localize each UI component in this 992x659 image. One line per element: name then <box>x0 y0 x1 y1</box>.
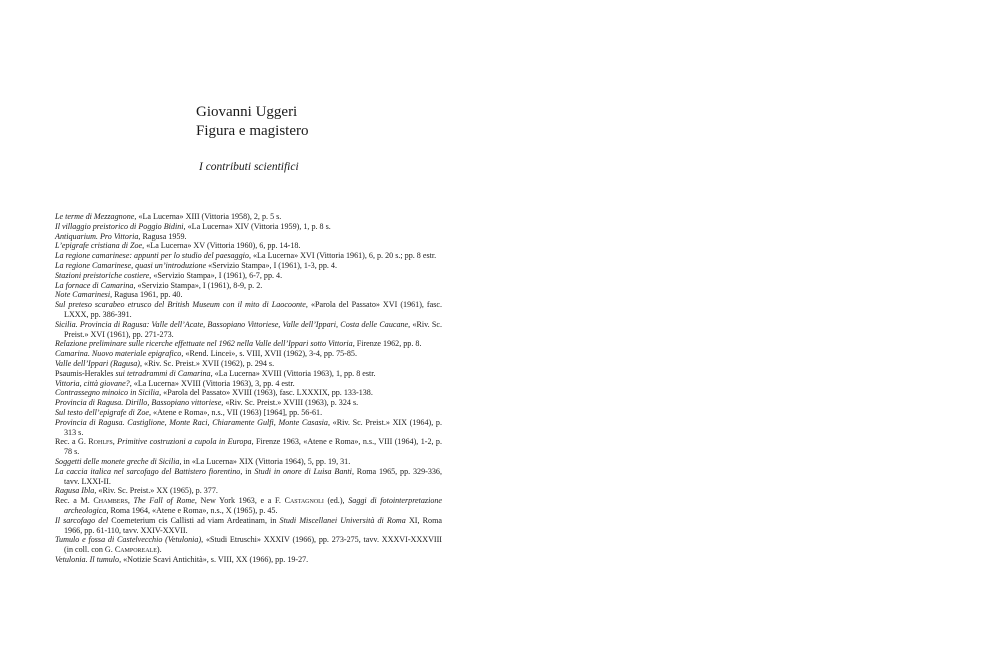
bibliography-entry <box>55 379 442 389</box>
bibliography-entry <box>55 320 442 340</box>
entry-text: , «Riv. Sc. Preist.» XVIII (1963), p. 324 s. <box>221 398 359 408</box>
entry-text: , «La Lucerna» XVIII (Vittoria 1963), 3, pp. 4 estr. <box>129 378 295 388</box>
bibliography-entry <box>55 300 442 320</box>
entry-text: , in <box>240 466 255 476</box>
entry-text: , <box>112 437 118 447</box>
bibliography-entry <box>55 232 442 242</box>
entry-title-text: L’epigrafe cristiana di Zoe <box>55 241 143 251</box>
entry-text: , «Servizio Stampa», I (1961), 6-7, pp. 4. <box>149 270 283 280</box>
entry-title-text: Provincia di Ragusa. Castiglione, Monte Raci, Chiaramente Gulfi, Monte Casasia <box>55 417 328 427</box>
bibliography-entry <box>55 467 442 487</box>
bibliography-entry <box>55 261 442 271</box>
bibliography-entry <box>55 212 442 222</box>
entry-title-text: Provincia di Ragusa. Dirillo, Bassopiano vittoriese <box>55 398 222 408</box>
entry-title-text: La caccia italica nel sarcofago del Battistero fiorentino <box>55 466 241 476</box>
entry-text: , «Rend. Lincei», s. VIII, XVII (1962), 3-4, pp. 75-85. <box>181 349 357 359</box>
entry-title-text: Studi Miscellanei Università di Roma <box>279 515 406 525</box>
bibliography-entry <box>55 251 442 261</box>
entry-text: Chambers <box>93 496 128 506</box>
bibliography-entry <box>55 349 442 359</box>
entry-text: , «Parola del Passato» XVIII (1963), fasc. LXXXIX, pp. 133-138. <box>159 388 373 398</box>
entry-text: Rec. a G. <box>55 437 89 447</box>
entry-text: , New York 1963, e a F. <box>194 496 285 506</box>
entry-text: , «Riv. Sc. Preist.» XVII (1962), p. 294 s. <box>139 358 275 368</box>
bibliography-entry <box>55 222 442 232</box>
entry-text: , «Notizie Scavi Antichità», s. VIII, XX (1966), pp. 19-27. <box>119 554 309 564</box>
bibliography-entry <box>55 418 442 438</box>
book-title: Figura e magistero <box>196 123 309 139</box>
bibliography-entry <box>55 457 442 467</box>
entry-title-text: Camarina. Nuovo materiale epigrafico <box>55 349 182 359</box>
entry-title-text: Sul preteso scarabeo etrusco del British Museum con il mito di Laocoonte <box>55 300 306 310</box>
entry-text: , Ragusa 1959. <box>138 231 187 241</box>
entry-title-text: Saggi di fotointerpretazione archeologica <box>64 496 443 515</box>
entry-title-text: Sicilia. Provincia di Ragusa: Valle dell’Acate, Bassopiano Vittoriese, Valle dell’Ippari, Costa delle Caucane <box>55 319 409 329</box>
bibliography-entry <box>55 398 442 408</box>
entry-title-text: Note Camarinesi <box>55 290 111 300</box>
entry-text: , «Studi Etruschi» XXXIV (1966), pp. 273-275, tavv. XXXVI-XXXVIII (in coll. con G. <box>64 535 443 555</box>
bibliography-entry <box>55 496 442 516</box>
book-header <box>196 103 308 141</box>
entry-text: Psaumis-Herakles <box>55 368 116 378</box>
author-name: Giovanni Uggeri <box>196 104 298 120</box>
entry-title-text: Sul testo dell’epigrafe di Zoe <box>55 407 149 417</box>
entry-text: , Firenze 1963, «Atene e Roma», n.s., VIII (1964), 1-2, p. 78 s. <box>64 437 442 457</box>
entry-text: , «Riv. Sc. Preist.» XIX (1964), p. 313 s. <box>64 417 442 437</box>
entry-title-text: Primitive costruzioni a cupola in Europa <box>117 437 252 447</box>
entry-title-text: Il sarcofago del <box>55 515 109 525</box>
entry-text: , «Atene e Roma», n.s., VII (1963) [1964], pp. 56-61. <box>148 407 323 417</box>
entry-title-text: The Fall of Rome <box>133 496 195 506</box>
bibliography-entry <box>55 516 442 536</box>
entry-title-text: Contrassegno minoico in Sicilia <box>55 388 160 398</box>
bibliography-list <box>55 212 442 565</box>
entry-title-text: Stazioni preistoriche costiere <box>55 270 150 280</box>
entry-text: , «Riv. Sc. Preist.» XX (1965), p. 377. <box>94 486 218 496</box>
entry-text: , Roma 1964, «Atene e Roma», n.s., X (1965), p. 45. <box>106 505 278 515</box>
entry-title-text: Vetulonia. Il tumulo <box>55 554 120 564</box>
entry-text: Coemeterium cis Callisti ad viam Ardeatinam, in <box>108 515 280 525</box>
bibliography-entry <box>55 369 442 379</box>
bibliography-entry <box>55 555 442 565</box>
entry-text: (ed.), <box>323 496 349 506</box>
entry-title-text: Il villaggio preistorico di Poggio Bidini <box>55 221 184 231</box>
entry-title-text: Soggetti delle monete greche di Sicilia <box>55 456 180 466</box>
entry-text: «Servizio Stampa», I (1961), 1-3, pp. 4. <box>206 260 337 270</box>
entry-text: , «La Lucerna» XIII (Vittoria 1958), 2, p. 5 s. <box>134 212 282 221</box>
bibliography-entry <box>55 408 442 418</box>
entry-text: Rec. a M. <box>55 496 94 506</box>
entry-text: Camporeale <box>114 545 157 555</box>
entry-text: , «La Lucerna» XVI (Vittoria 1961), 6, p. 20 s.; pp. 8 estr. <box>248 251 437 261</box>
bibliography-entry <box>55 388 442 398</box>
bibliography-entry <box>55 437 442 457</box>
bibliography-entry <box>55 535 442 555</box>
entry-text: , <box>127 496 134 506</box>
entry-text: , «Parola del Passato» XVI (1961), fasc. LXXX, pp. 386-391. <box>64 300 442 319</box>
bibliography-entry <box>55 271 442 281</box>
entry-text: , in «La Lucerna» XIX (Vittoria 1964), 5, pp. 19, 31. <box>179 456 351 466</box>
entry-title-text: La fornace di Camarina <box>55 280 134 290</box>
entry-title-text: Studi in onore di Luisa Banti <box>254 466 352 476</box>
bibliography-entry <box>55 241 442 251</box>
entry-title-text: sui tetradrammi di Camarina <box>115 368 211 378</box>
entry-title-text: La regione Camarinese, quasi un’introduzione <box>55 260 207 270</box>
entry-title-text: Ragusa Ibla <box>55 486 95 496</box>
entry-text: , «La Lucerna» XV (Vittoria 1960), 6, pp. 14-18. <box>142 241 301 251</box>
bibliography-entry <box>55 290 442 300</box>
bibliography-entry <box>55 359 442 369</box>
entry-title-text: La regione camarinese: appunti per lo studio del paesaggio <box>55 251 249 261</box>
entry-text: Rohlfs <box>88 437 113 447</box>
bibliography-entry <box>55 281 442 291</box>
section-subtitle: I contributi scientifici <box>199 161 299 173</box>
entry-text: XI, Roma 1966, pp. 61-110, tavv. XXIV-XXVII. <box>64 515 442 535</box>
entry-title-text: Le terme di Mezzagnone <box>55 212 135 221</box>
entry-title-text: Relazione preliminare sulle ricerche effettuate nel 1962 nella Valle dell’Ippari sotto Vittoria <box>55 339 353 349</box>
entry-text: Castagnoli <box>284 496 324 506</box>
entry-text: , Roma 1965, pp. 329-336, tavv. LXXI-II. <box>64 466 442 486</box>
entry-text: , Ragusa 1961, pp. 40. <box>110 290 183 300</box>
entry-text: ). <box>156 545 162 555</box>
bibliography-entry <box>55 486 442 496</box>
entry-text: , «Servizio Stampa», I (1961), 8-9, p. 2. <box>133 280 263 290</box>
entry-title-text: Tumulo e fossa di Castelvecchio (Vetulonia) <box>55 535 202 545</box>
entry-text: , Firenze 1962, pp. 8. <box>352 339 422 349</box>
entry-title-text: Vittoria, città giovane? <box>55 378 130 388</box>
entry-title-text: Antiquarium. Pro Vittoria <box>55 231 139 241</box>
bibliography-entry <box>55 339 442 349</box>
entry-text: , «Riv. Sc. Preist.» XVI (1961), pp. 271-273. <box>64 319 442 339</box>
entry-text: , «La Lucerna» XIV (Vittoria 1959), 1, p. 8 s. <box>183 221 331 231</box>
entry-text: , «La Lucerna» XVIII (Vittoria 1963), 1, pp. 8 estr. <box>210 368 376 378</box>
entry-title-text: Valle dell’Ippari (Ragusa) <box>55 358 140 368</box>
